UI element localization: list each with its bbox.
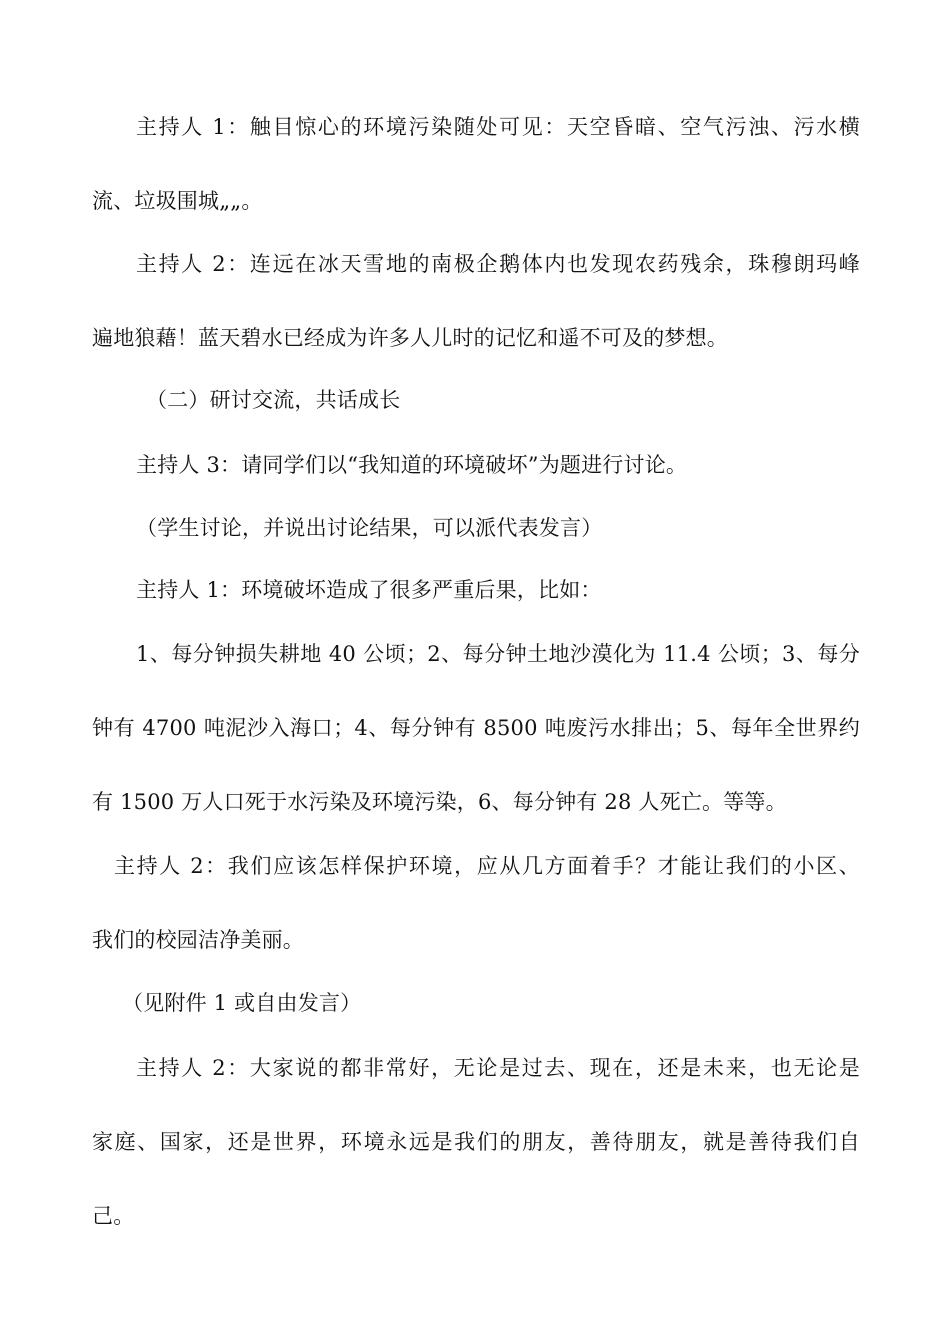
paragraph-host3: 主持人 3：请同学们以“我知道的环境破坏”为题进行讨论。 xyxy=(136,453,688,477)
paragraph-host1-consequences: 主持人 1：环境破坏造成了很多严重后果，比如： xyxy=(136,578,602,602)
paragraph-host2-protect-line-2: 我们的校园洁净美丽。 xyxy=(92,928,304,952)
paragraph-stats-line-3: 有 1500 万人口死于水污染及环境污染，6、每分钟有 28 人死亡。等等。 xyxy=(92,790,787,814)
paragraph-host2-closing-line-2: 家庭、国家，还是世界，环境永远是我们的朋友，善待朋友，就是善待我们自 xyxy=(92,1130,860,1154)
section-heading: （二）研讨交流，共话成长 xyxy=(146,388,401,412)
paragraph-student-discussion: （学生讨论，并说出讨论结果，可以派代表发言） xyxy=(136,516,603,540)
paragraph-stats-line-2: 钟有 4700 吨泥沙入海口；4、每分钟有 8500 吨废污水排出；5、每年全世界约 xyxy=(92,716,860,740)
paragraph-2-line-2: 遍地狼藉！蓝天碧水已经成为许多人儿时的记忆和遥不可及的梦想。 xyxy=(92,326,728,350)
paragraph-stats-line-1: 1、每分钟损失耕地 40 公顷；2、每分钟土地沙漠化为 11.4 公顷；3、每分 xyxy=(136,642,860,666)
paragraph-appendix-note: （见附件 1 或自由发言） xyxy=(122,991,362,1015)
paragraph-1-line-2: 流、垃圾围城„„。 xyxy=(92,189,263,213)
paragraph-host2-closing-line-3: 己。 xyxy=(92,1204,135,1228)
paragraph-host2-closing-line-1: 主持人 2：大家说的都非常好，无论是过去、现在，还是未来，也无论是 xyxy=(136,1056,860,1080)
paragraph-1-line-1: 主持人 1：触目惊心的环境污染随处可见：天空昏暗、空气污浊、污水横 xyxy=(136,115,860,139)
paragraph-2-line-1: 主持人 2：连远在冰天雪地的南极企鹅体内也发现农药残余，珠穆朗玛峰 xyxy=(136,252,860,276)
paragraph-host2-protect-line-1: 主持人 2：我们应该怎样保护环境，应从几方面着手？才能让我们的小区、 xyxy=(114,854,860,878)
